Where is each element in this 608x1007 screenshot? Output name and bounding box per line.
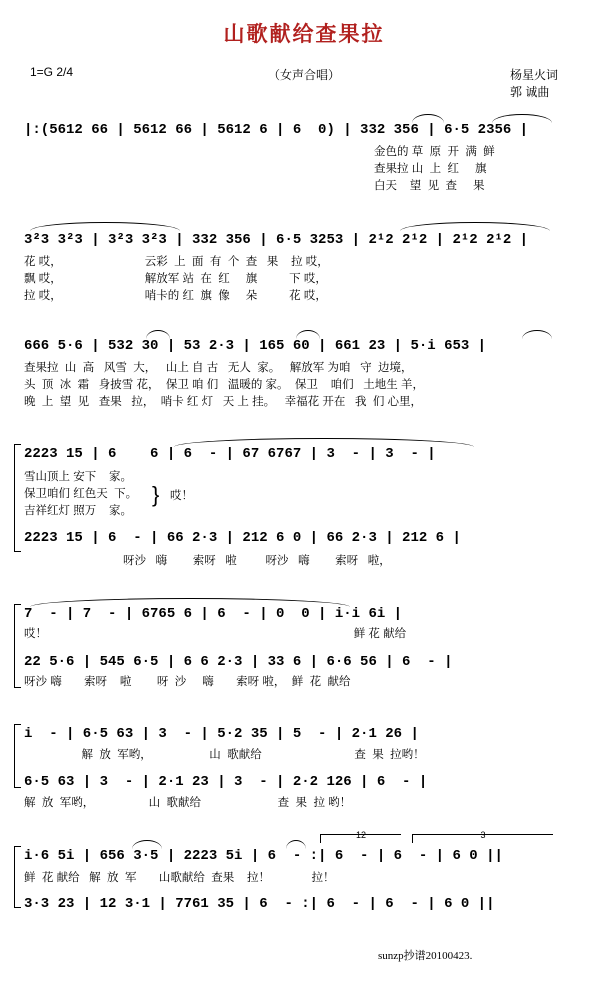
upper-lyric-line-2: 保卫咱们 红色天 下。 — [24, 488, 138, 500]
upper-music-line: 2223 15 | 6 6 | 6 - | 67 6767 | 3 - | 3 - | — [24, 446, 436, 462]
score-system-6 — [24, 724, 560, 814]
volta-second-ending: 3 — [412, 834, 553, 843]
score-system-2 — [24, 230, 560, 310]
ai-exclamation: 哎！ — [170, 490, 193, 502]
lyric-line-3: 白天 望 见 查 果 — [374, 180, 485, 192]
song-title: 山歌献给查果拉 — [223, 22, 385, 46]
upper-lyric-line: 哎！ 鲜 花 献给 — [24, 628, 407, 640]
score-system-3 — [24, 336, 560, 416]
lyric-line-2: 查果拉 山 上 红 旗 — [374, 163, 487, 175]
score-system-7 — [24, 830, 560, 926]
lyric-line-2: 飘 哎， 解放军 站 在 红 旗 下 哎， — [24, 273, 327, 285]
lower-music-line: 3·3 23 | 12 3·1 | 7761 35 | 6 - :| 6 - | 6 - | 6 0 || — [24, 896, 495, 912]
transcriber-credit: sunzp抄谱20100423. — [378, 950, 473, 962]
staff-bracket — [14, 604, 21, 688]
lower-music-line: 22 5·6 | 545 6·5 | 6 6 2·3 | 33 6 | 6·6 56 | 6 - | — [24, 654, 453, 670]
upper-lyric-line: 鲜 花 献给 解 放 军 山歌献给 查果 拉！ 拉！ — [24, 872, 335, 884]
lyric-line-1: 查果拉 山 高 风雪 大， 山上 自 古 无人 家。 解放军 为咱 守 边境， — [24, 362, 413, 374]
staff-bracket — [14, 724, 21, 788]
upper-lyric-line-3: 吉祥红灯 照万 家。 — [24, 505, 132, 517]
performance-note: （女声合唱） — [267, 68, 340, 82]
upper-music-line: i·6 5i | 656 3·5 | 2223 5i | 6 - :| 6 - | 6 - | 6 0 || — [24, 848, 503, 864]
lyricist-credit: 杨星火词 — [510, 68, 559, 82]
lyric-line-1: 花 哎， 云彩 上 面 有 个 查 果 拉 哎， — [24, 256, 329, 268]
upper-music-line: i - | 6·5 63 | 3 - | 5·2 35 | 5 - | 2·1 26 | — [24, 726, 419, 742]
score-system-1 — [24, 120, 560, 200]
lyric-line-1: 金色的 草 原 开 满 鲜 — [374, 146, 495, 158]
lyric-line-3: 晚 上 望 见 查果 拉， 哨卡 红 灯 天 上 挂。 幸福花 开在 我 们 心里， — [24, 396, 423, 408]
music-line: 666 5·6 | 532 30 | 53 2·3 | 165 60 | 661 23 | 5·i 653 | — [24, 338, 487, 354]
upper-lyric-line: 解 放 军哟， 山 歌献给 查 果 拉哟！ — [24, 749, 425, 761]
lyric-brace: } — [152, 482, 160, 507]
lyric-line-2: 头 顶 冰 霜 身披雪 花， 保卫 咱 们 温暖的 家。 保卫 咱们 土地生 羊， — [24, 379, 424, 391]
music-line: 3²3 3²3 | 3²3 3²3 | 332 356 | 6·5 3253 | 2¹2 2¹2 | 2¹2 2¹2 | — [24, 232, 529, 248]
upper-lyric-line-1: 雪山顶上 安下 家。 — [24, 471, 132, 483]
composer-credit: 郭 诚曲 — [510, 85, 550, 99]
lower-music-line: 2223 15 | 6 - | 66 2·3 | 212 6 0 | 66 2·3 | 212 6 | — [24, 530, 461, 546]
score-system-5 — [24, 604, 560, 696]
lower-lyric-line: 呀沙 嗨 索呀 啦 呀 沙 嗨 索呀 啦， 鲜 花 献给 — [24, 676, 351, 688]
upper-music-line: 7 - | 7 - | 6765 6 | 6 - | 0 0 | i·i 6i | — [24, 606, 403, 622]
lyric-line-3: 拉 哎， 哨卡的 红 旗 像 朵 花 哎， — [24, 290, 327, 302]
score-system-4 — [24, 444, 560, 554]
volta-first-ending: 12 — [320, 834, 401, 843]
lower-lyric-line: 呀沙 嗨 索呀 啦 呀沙 嗨 索呀 啦， — [24, 555, 391, 567]
key-signature: 1=G 2/4 — [30, 65, 74, 79]
music-line: |:(5612 66 | 5612 66 | 5612 6 | 6 0) | 332 356 | 6·5 2356 | — [24, 122, 529, 138]
lower-music-line: 6·5 63 | 3 - | 2·1 23 | 3 - | 2·2 126 | 6 - | — [24, 774, 428, 790]
lower-lyric-line: 解 放 军哟， 山 歌献给 查 果 拉 哟！ — [24, 797, 352, 809]
staff-bracket — [14, 444, 21, 552]
staff-bracket — [14, 846, 21, 908]
